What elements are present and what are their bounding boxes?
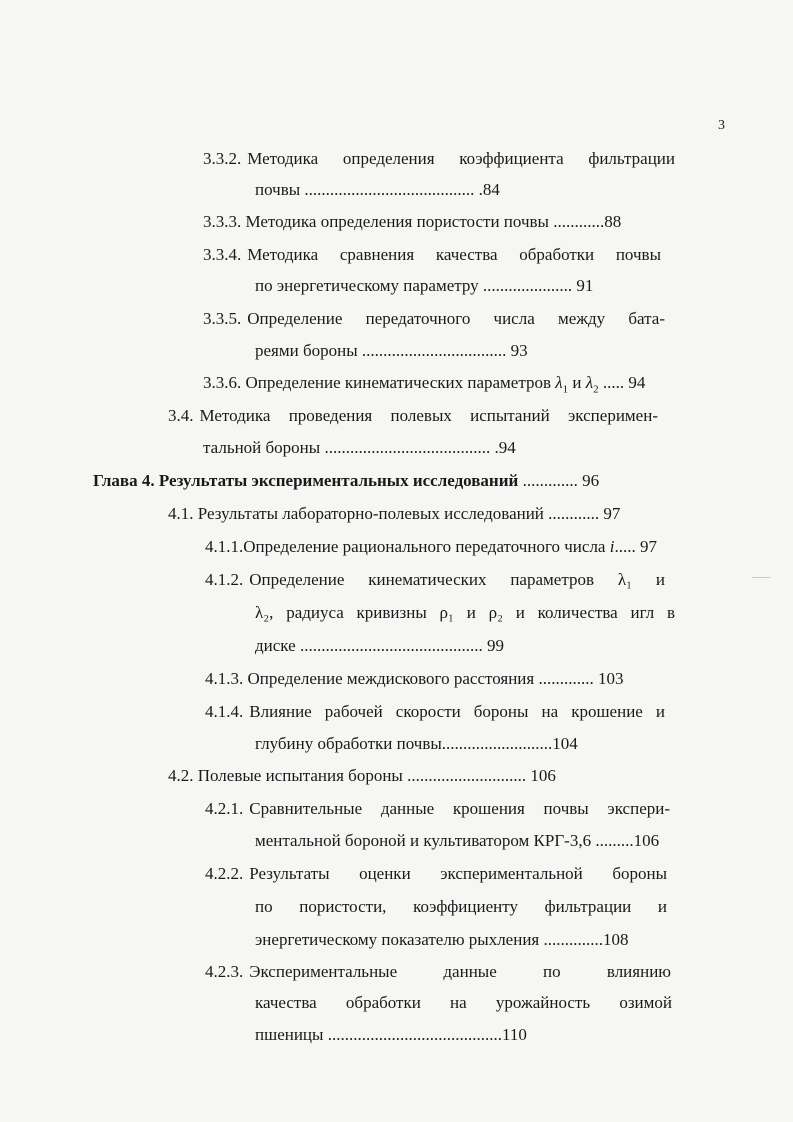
toc-entry-4-1-2-line3 [255,634,717,658]
toc-page: .88 [599,212,622,231]
toc-text: глубину обработки почвы [255,734,442,753]
toc-entry-4-2-2-line1 [205,862,667,886]
toc-number: 4.1.1. [205,537,244,556]
toc-text: по энергетическому параметру [255,276,479,295]
toc-entry-4-1-4-line2 [255,732,720,756]
toc-number: 4.1.3. [205,669,244,688]
toc-entry-3-3-2-line2 [255,178,713,202]
toc-text: Методика определения пористости почвы [245,212,549,231]
toc-leader: .................................. [361,341,507,360]
page-number: 3 [718,118,725,133]
toc-entry-3-3-5-line2 [255,339,713,363]
toc-number: 4.1. [168,504,194,523]
toc-leader: ............................ [407,766,527,785]
scan-mark [752,577,770,578]
toc-text: Определение передаточного числа между бата- [247,309,665,328]
toc-text: по пористости, коэффициенту фильтрации и [255,897,667,916]
toc-entry-3-3-3 [203,210,713,234]
toc-leader: ......................... [441,734,549,753]
toc-number: 4.2.2. [205,864,244,883]
toc-page: 94 [628,373,646,392]
toc-leader: ............. [538,669,594,688]
toc-text: тальной бороны [203,438,321,457]
toc-text: Методика сравнения качества обработки почвы [247,245,661,264]
toc-page: .110 [497,1025,527,1044]
toc-number: 4.1.4. [205,702,244,721]
toc-chapter-4 [93,469,713,493]
toc-text: диске [255,636,296,655]
toc-leader: ........................................ [327,1025,498,1044]
toc-page: .108 [598,930,629,949]
toc-leader: ....................................... [324,438,491,457]
toc-entry-4-2-2-line3 [255,928,725,952]
toc-text: Определение междискового расстояния [247,669,535,688]
toc-entry-4-1-3 [205,667,720,691]
toc-text: Экспериментальные данные по влиянию [249,962,671,981]
toc-text: Результаты оценки экспериментальной бороны [249,864,667,883]
toc-entry-4-1-2-line2 [255,601,675,625]
toc-number: 4.2.3. [205,962,244,981]
toc-page: .104 [548,734,578,753]
toc-page: 97 [639,537,657,556]
toc-leader: ..... [602,373,625,392]
toc-leader: ........ [595,831,630,850]
toc-entry-4-2-1-line2 [255,829,723,853]
toc-leader: ........................................ [304,180,475,199]
toc-number: 4.2.1. [205,799,244,818]
toc-number: 4.1.2. [205,570,244,589]
chapter-number: Глава 4. [93,471,155,490]
toc-leader: ........... [553,212,600,231]
toc-page: .84 [478,180,500,199]
toc-page: 93 [510,341,528,360]
toc-entry-3-4-line2 [203,436,713,460]
toc-leader: ............. [543,930,599,949]
toc-conjunction: и [572,373,582,392]
subscript: 2 [593,383,599,396]
toc-number: 4.2. [168,766,194,785]
toc-entry-4-2 [168,764,720,788]
toc-entry-4-2-3-line1 [205,960,671,984]
toc-text: Результаты лабораторно-полевых исследований [197,504,544,523]
toc-leader: ............ [548,504,600,523]
toc-entry-4-1-2-line1 [205,568,665,592]
toc-entry-4-2-3-line2 [255,991,672,1015]
toc-text: λ₂, радиуса кривизны ρ₁ и ρ₂ и количества игл в [255,603,675,622]
toc-text: Определение кинематических параметров λ₁ и [249,570,665,589]
toc-entry-4-2-1-line1 [205,797,670,821]
toc-text: Полевые испытания бороны [197,766,403,785]
toc-page: 91 [576,276,594,295]
toc-text: пшеницы [255,1025,324,1044]
toc-text: реями бороны [255,341,358,360]
chapter-title: Результаты экспериментальных исследований [158,471,519,490]
toc-text: энергетическому показателю рыхления [255,930,540,949]
italic-symbol: i [609,537,615,556]
lambda-symbol: λ [585,373,594,392]
subscript: 1 [562,383,569,396]
toc-entry-3-3-2-line1 [203,147,675,171]
toc-number: 3.3.2. [203,149,242,168]
toc-text: Сравнительные данные крошения почвы экспери- [249,799,670,818]
toc-page: 99 [486,636,504,655]
toc-leader: ............. [522,471,578,490]
toc-page: 106 [530,766,556,785]
toc-page: 103 [597,669,624,688]
toc-text: Определение кинематических параметров [245,373,552,392]
toc-entry-3-3-5-line1 [203,307,665,331]
toc-text: ментальной бороной и культиватором КРГ-3,6 [255,831,592,850]
toc-text: почвы [255,180,301,199]
toc-page: 96 [582,471,600,490]
toc-leader: ........................................... [299,636,483,655]
toc-entry-3-4-line1 [168,404,658,428]
toc-entry-4-1 [168,502,713,526]
toc-number: 3.3.6. [203,373,242,392]
toc-leader: ..................... [482,276,573,295]
toc-leader: ..... [614,537,636,556]
toc-entry-4-2-3-line3 [255,1023,725,1047]
toc-entry-4-1-1 [205,535,717,559]
toc-page: .106 [629,831,660,850]
toc-page: .94 [494,438,516,457]
toc-text: Влияние рабочей скорости бороны на крошение и [249,702,665,721]
toc-entry-4-1-4-line1 [205,700,665,724]
lambda-symbol: λ [555,373,563,392]
toc-entry-4-2-2-line2 [255,895,667,919]
toc-text: качества обработки на урожайность озимой [255,993,672,1012]
toc-number: 3.3.3. [203,212,242,231]
toc-text: Методика определения коэффициента фильтрации [247,149,675,168]
toc-page: 97 [603,504,621,523]
toc-number: 3.3.4. [203,245,242,264]
toc-number: 3.4. [168,406,194,425]
toc-entry-3-3-4-line2 [255,274,713,298]
toc-entry-3-3-6 [203,371,713,395]
toc-entry-3-3-4-line1 [203,243,661,267]
toc-number: 3.3.5. [203,309,242,328]
toc-text: Определение рационального передаточного числа [243,537,606,556]
toc-text: Методика проведения полевых испытаний эксперимен- [199,406,658,425]
